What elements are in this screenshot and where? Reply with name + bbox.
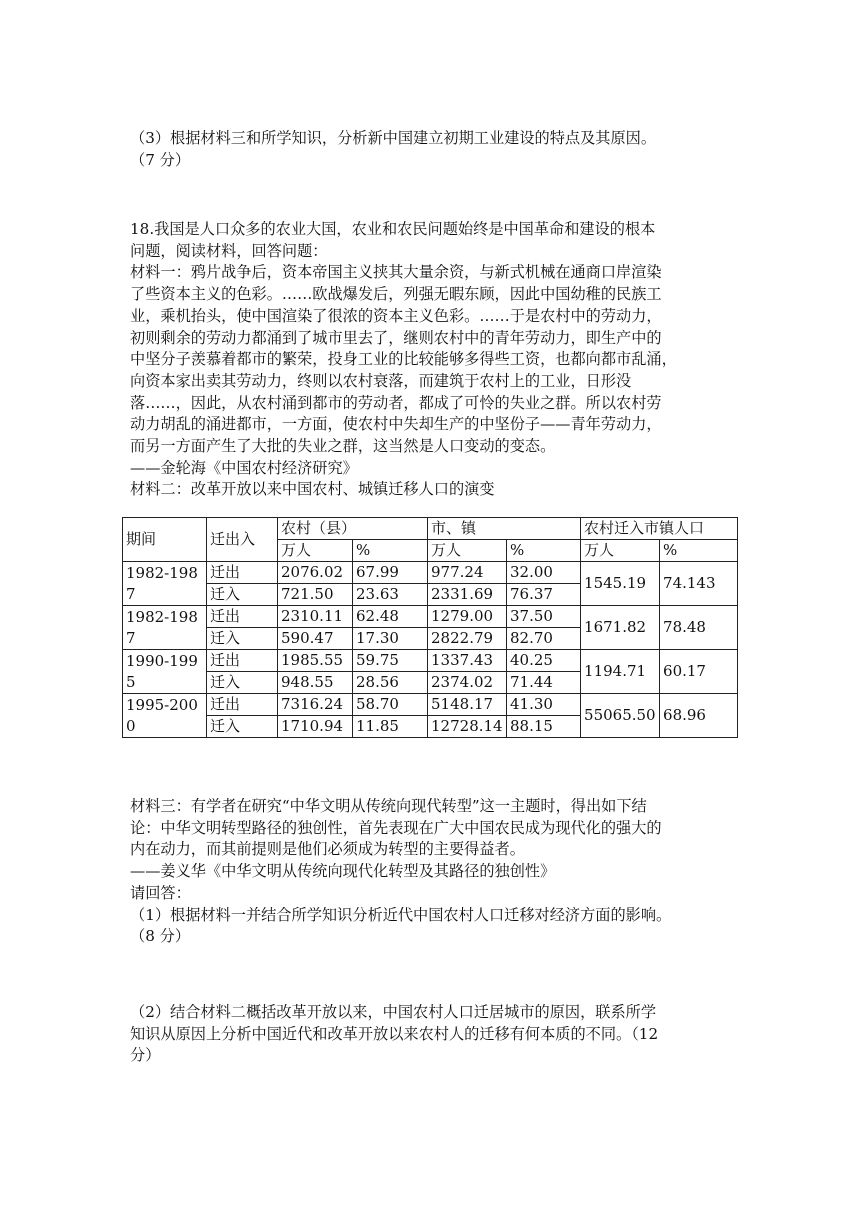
material1-line: 而另一方面产生了大批的失业之群，这当然是人口变动的变态。 [130,437,556,456]
transfer-pct-cell: 60.17 [660,650,738,694]
material1-line: 落……，因此，从农村涌到都市的劳动者，都成了可怜的失业之群。所以农村劳 [130,393,662,412]
question1-line: （8 分） [130,927,191,946]
transfer-wan-cell: 1545.19 [581,562,660,606]
material3 [130,796,740,948]
move-cell: 迁出 [207,562,278,584]
material1-line: 初则剩余的劳动力都涌到了城市里去了，继则农村中的青年劳动力，即生产中的 [130,328,662,347]
unit-wan: 万人 [581,540,660,562]
rural-pct-cell: 59.75 [353,650,428,672]
urban-wan-cell: 2331.69 [428,584,507,606]
period-cell: 1982-1987 [123,606,207,650]
questions-prompt: 请回答： [130,883,191,902]
header-urban: 市、镇 [428,518,581,540]
table-row [123,650,738,672]
material2-title: 材料二：改革开放以来中国农村、城镇迁移人口的演变 [130,480,495,499]
period-cell: 1990-1995 [123,650,207,694]
move-cell: 迁入 [207,672,278,694]
unit-pct: % [507,540,581,562]
urban-pct-cell: 76.37 [507,584,581,606]
unit-pct: % [660,540,738,562]
rural-wan-cell: 948.55 [278,672,353,694]
rural-pct-cell: 58.70 [353,694,428,716]
urban-pct-cell: 88.15 [507,716,581,738]
rural-wan-cell: 1710.94 [278,716,353,738]
urban-wan-cell: 1279.00 [428,606,507,628]
transfer-pct-cell: 78.48 [660,606,738,650]
urban-pct-cell: 37.50 [507,606,581,628]
table-row [123,694,738,716]
rural-pct-cell: 11.85 [353,716,428,738]
material1-line: 中坚分子羡慕着都市的繁荣，投身工业的比较能够多得些工资，也都向都市乱涌， [130,350,677,369]
question1-line: （1）根据材料一并结合所学知识分析近代中国农村人口迁移对经济方面的影响。 [130,905,672,924]
urban-wan-cell: 1337.43 [428,650,507,672]
urban-wan-cell: 12728.14 [428,716,507,738]
transfer-wan-cell: 1671.82 [581,606,660,650]
material1-line: 向资本家出卖其劳动力，终则以农村衰落，而建筑于农村上的工业，日形没 [130,371,632,390]
table-header-row [123,518,738,540]
rural-wan-cell: 590.47 [278,628,353,650]
header-move: 迁出入 [207,518,278,562]
text-line: （7 分） [130,150,191,169]
q17-part3 [130,128,740,171]
urban-wan-cell: 2822.79 [428,628,507,650]
move-cell: 迁出 [207,694,278,716]
rural-wan-cell: 721.50 [278,584,353,606]
question2-line: （2）结合材料二概括改革开放以来，中国农村人口迁居城市的原因，联系所学 [130,1003,657,1021]
header-period: 期间 [123,518,207,562]
transfer-wan-cell: 55065.50 [581,694,660,738]
question2-line: 分） [130,1046,161,1065]
unit-pct: % [353,540,428,562]
material3-source: ——姜义华《中华文明从传统向现代化转型及其路径的独创性》 [130,862,556,881]
urban-pct-cell: 32.00 [507,562,581,584]
material1-source: ——金轮海《中国农村经济研究》 [130,458,358,477]
period-cell: 1995-2000 [123,694,207,738]
migration-table [122,517,738,738]
header-transfer: 农村迁入市镇人口 [581,518,738,540]
question2 [130,1002,740,1067]
transfer-pct-cell: 68.96 [660,694,738,738]
rural-pct-cell: 62.48 [353,606,428,628]
text-line: 18.我国是人口众多的农业大国，农业和农民问题始终是中国革命和建设的根本 [130,220,656,238]
rural-wan-cell: 2310.11 [278,606,353,628]
material1-line: 业，乘机抬头，使中国渲染了很浓的资本主义色彩。……于是农村中的劳动力， [130,306,662,325]
rural-pct-cell: 28.56 [353,672,428,694]
rural-wan-cell: 7316.24 [278,694,353,716]
material3-line: 论：中华文明转型路径的独创性，首先表现在广大中国农民成为现代化的强大的 [130,818,662,837]
q18-intro [130,219,740,501]
question2-line: 知识从原因上分析中国近代和改革开放以来农村人的迁移有何本质的不同。（12 [130,1024,659,1043]
urban-pct-cell: 41.30 [507,694,581,716]
header-rural: 农村（县） [278,518,428,540]
rural-pct-cell: 17.30 [353,628,428,650]
move-cell: 迁出 [207,650,278,672]
material1-line: 了些资本主义的色彩。……欧战爆发后，列强无暇东顾，因此中国幼稚的民族工 [130,285,662,304]
table-row [123,606,738,628]
material1-line: 材料一：鸦片战争后，资本帝国主义挟其大量余资，与新式机械在通商口岸渲染 [130,263,662,282]
rural-wan-cell: 2076.02 [278,562,353,584]
urban-pct-cell: 82.70 [507,628,581,650]
urban-wan-cell: 2374.02 [428,672,507,694]
material3-line: 材料三：有学者在研究“中华文明从传统向现代转型”这一主题时，得出如下结 [130,797,647,815]
urban-pct-cell: 71.44 [507,672,581,694]
move-cell: 迁入 [207,628,278,650]
urban-pct-cell: 40.25 [507,650,581,672]
urban-wan-cell: 977.24 [428,562,507,584]
move-cell: 迁出 [207,606,278,628]
unit-wan: 万人 [428,540,507,562]
material1-line: 动力胡乱的涌进都市，一方面，使农村中失却生产的中坚份子——青年劳动力， [130,415,662,434]
rural-wan-cell: 1985.55 [278,650,353,672]
move-cell: 迁入 [207,584,278,606]
unit-wan: 万人 [278,540,353,562]
material3-line: 内在动力，而其前提则是他们必须成为转型的主要得益者。 [130,840,525,859]
text-line: 问题，阅读材料，回答问题： [130,241,328,260]
transfer-pct-cell: 74.143 [660,562,738,606]
text-line: （3）根据材料三和所学知识，分析新中国建立初期工业建设的特点及其原因。 [130,129,657,147]
move-cell: 迁入 [207,716,278,738]
rural-pct-cell: 67.99 [353,562,428,584]
period-cell: 1982-1987 [123,562,207,606]
urban-wan-cell: 5148.17 [428,694,507,716]
rural-pct-cell: 23.63 [353,584,428,606]
table-row [123,562,738,584]
transfer-wan-cell: 1194.71 [581,650,660,694]
